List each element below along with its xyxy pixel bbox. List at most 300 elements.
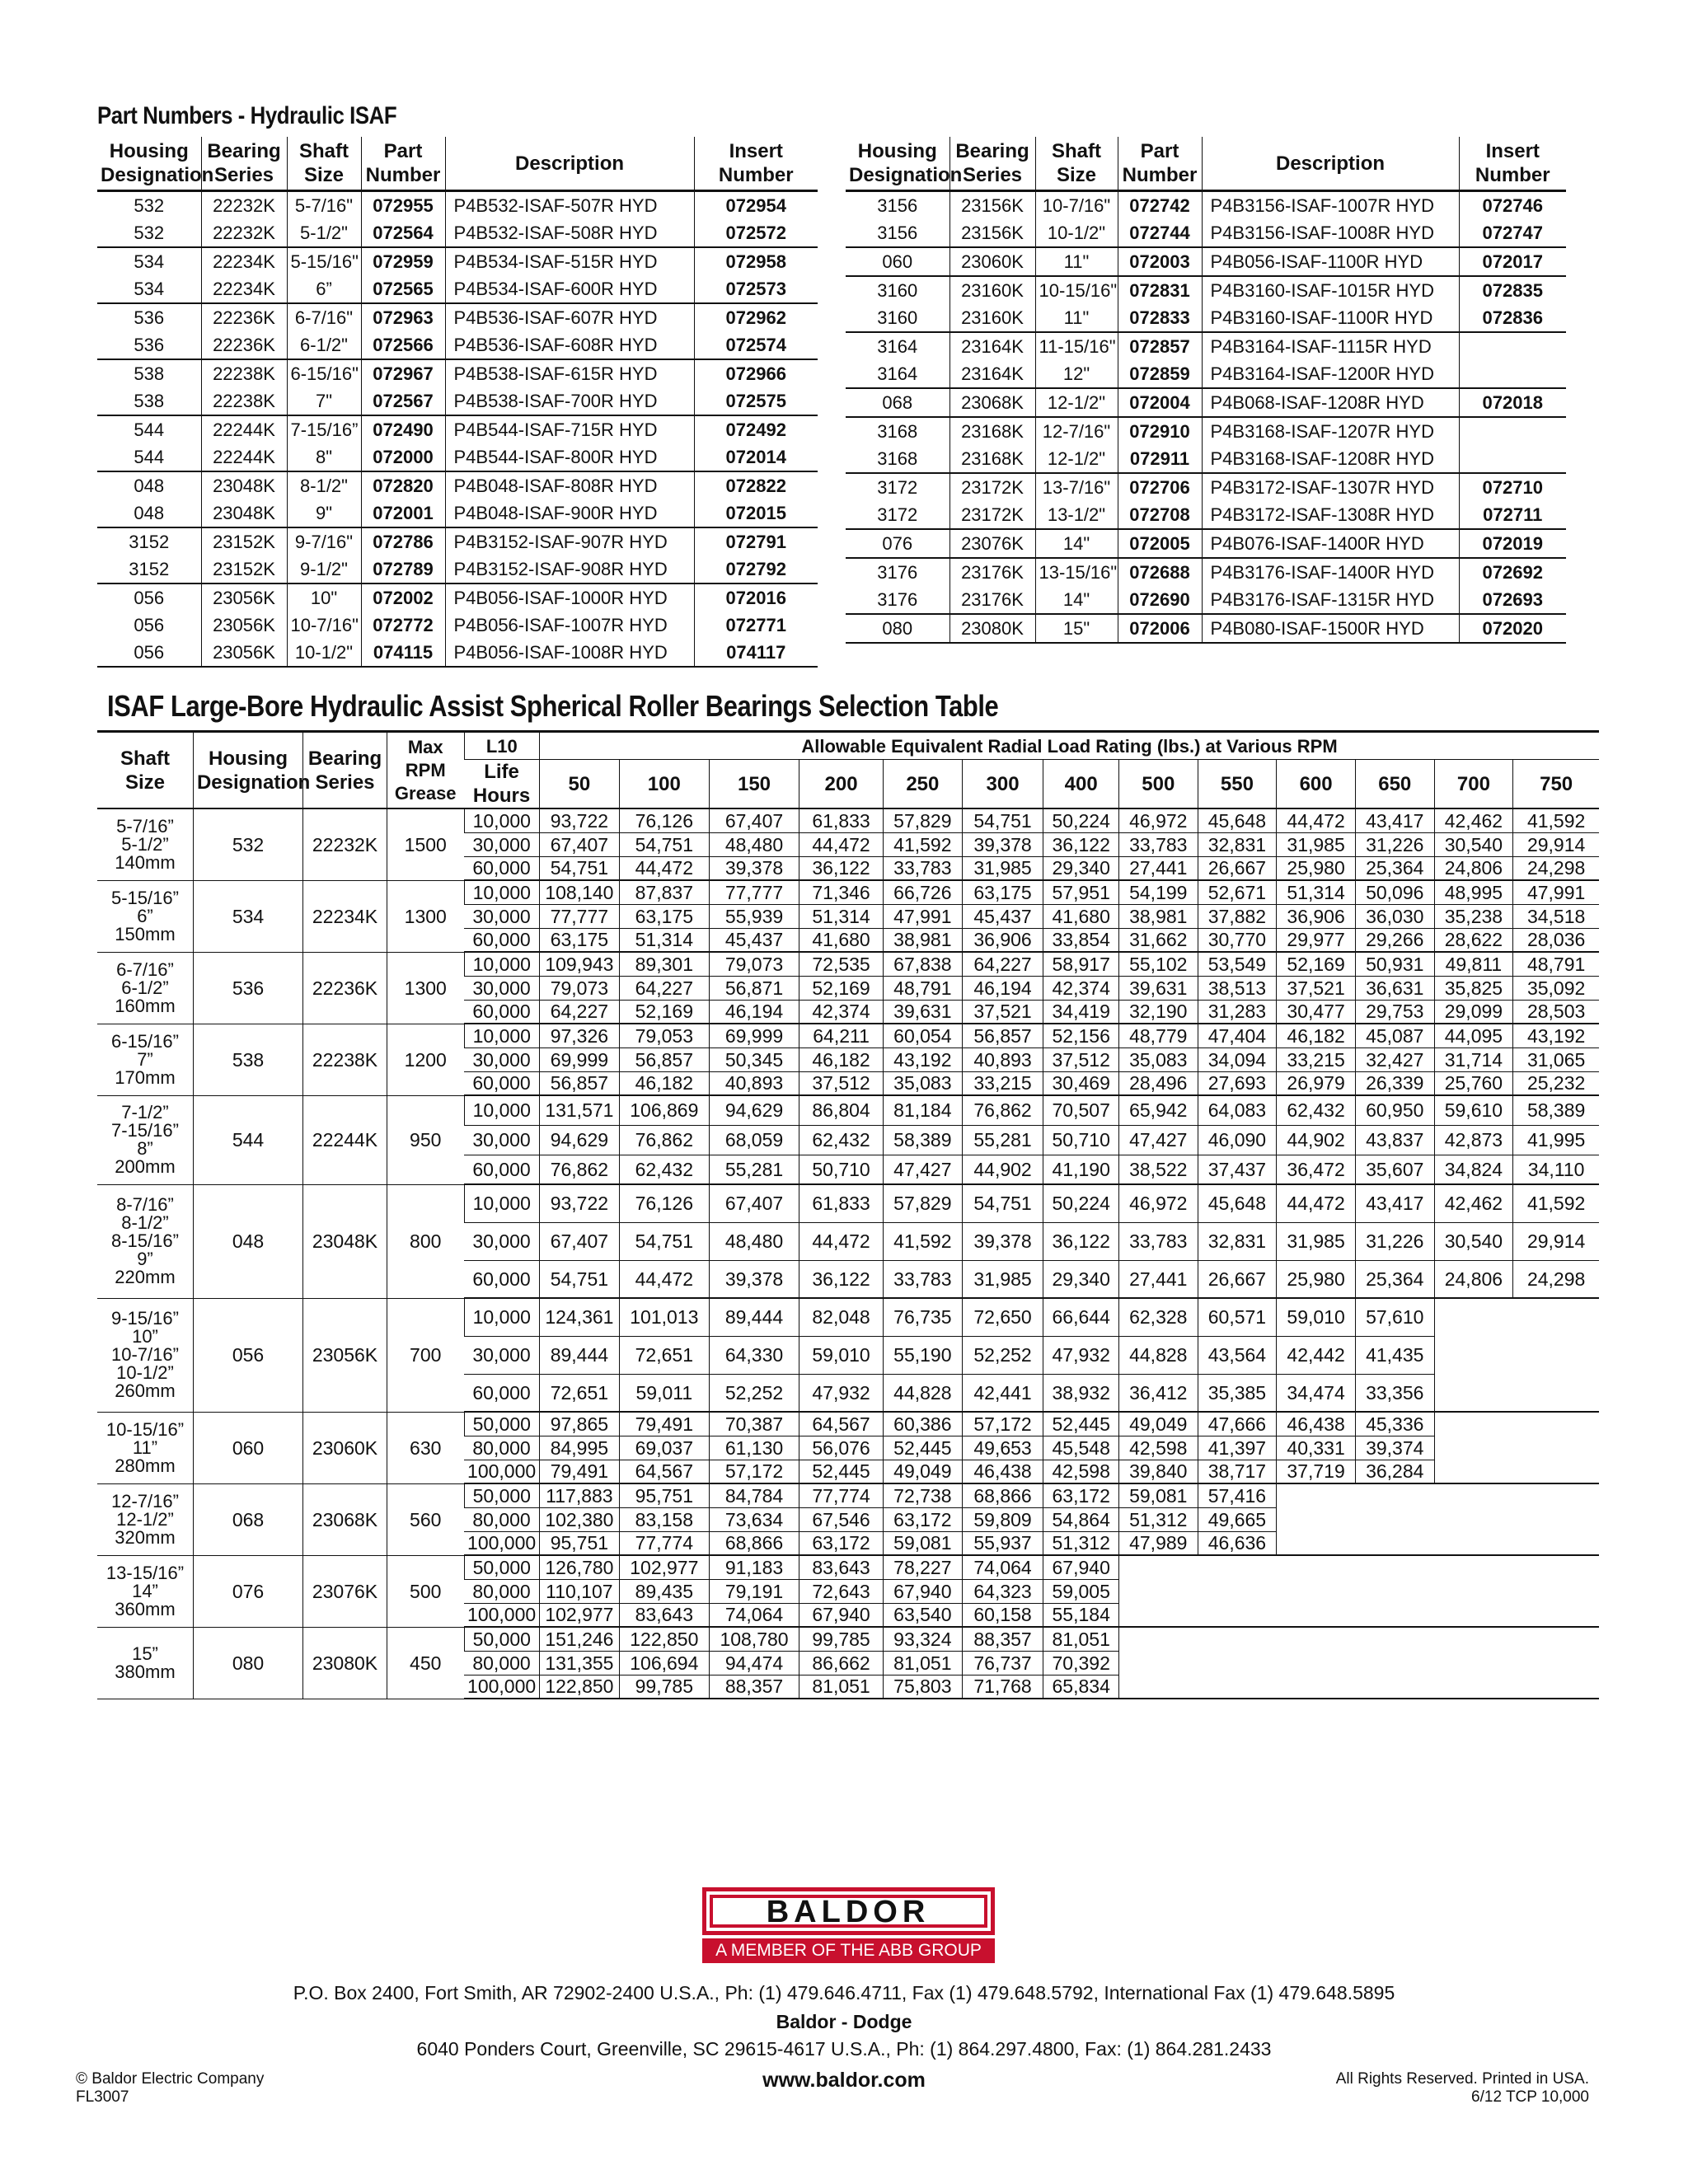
- load-rating-cell: 79,491: [540, 1460, 620, 1483]
- life-hours-cell: 10,000: [464, 808, 540, 832]
- load-rating-cell: 63,175: [962, 880, 1043, 904]
- load-rating-cell: 55,937: [962, 1531, 1043, 1555]
- load-rating-cell: 71,768: [962, 1675, 1043, 1699]
- load-rating-cell: 31,985: [962, 856, 1043, 880]
- load-rating-cell: 45,648: [1198, 1184, 1277, 1222]
- insert-number-cell: 072792: [694, 555, 818, 583]
- description-cell: P4B3160-ISAF-1100R HYD: [1202, 304, 1459, 332]
- load-rating-cell: 72,738: [884, 1483, 963, 1507]
- part-number-cell: 072833: [1118, 304, 1202, 332]
- header-rpm-150: 150: [709, 760, 799, 809]
- load-rating-cell: 54,751: [962, 808, 1043, 832]
- header-description: Description: [1202, 137, 1459, 191]
- load-rating-cell: 50,931: [1355, 952, 1434, 976]
- shaft-size-line: 5-15/16”: [111, 887, 179, 908]
- part-number-row: [97, 387, 818, 415]
- life-hours-cell: 60,000: [464, 1374, 540, 1412]
- load-rating-cell: 26,339: [1355, 1071, 1434, 1095]
- load-rating-cell: 30,477: [1277, 1000, 1356, 1024]
- housing-cell: 538: [193, 1024, 302, 1095]
- description-cell: P4B3156-ISAF-1008R HYD: [1202, 219, 1459, 247]
- load-rating-cell: 43,417: [1355, 808, 1434, 832]
- load-rating-cell: 67,546: [799, 1507, 884, 1531]
- part-number-row: [97, 612, 818, 639]
- load-rating-cell: 47,989: [1118, 1531, 1198, 1555]
- selection-row: [97, 880, 1599, 904]
- part-numbers-table-right: [846, 137, 1566, 644]
- load-rating-cell: 84,995: [540, 1436, 620, 1460]
- housing-designation-cell: 3176: [846, 586, 950, 614]
- load-rating-cell: 64,211: [799, 1024, 884, 1047]
- shaft-size-line: 260mm: [115, 1380, 176, 1401]
- bearing-series-cell: 22236K: [201, 331, 287, 359]
- load-rating-cell: 43,564: [1198, 1336, 1277, 1374]
- shaft-size-cell: 10": [287, 583, 361, 612]
- empty-cell: [1118, 1627, 1198, 1651]
- load-rating-cell: 74,064: [962, 1555, 1043, 1579]
- load-rating-cell: 38,981: [884, 928, 963, 952]
- description-cell: P4B3156-ISAF-1007R HYD: [1202, 191, 1459, 220]
- load-rating-cell: 40,893: [709, 1071, 799, 1095]
- load-rating-cell: 42,374: [799, 1000, 884, 1024]
- load-rating-cell: 35,092: [1513, 976, 1599, 1000]
- load-rating-cell: 79,191: [709, 1579, 799, 1603]
- housing-designation-cell: 3172: [846, 501, 950, 529]
- part-number-cell: 072786: [361, 527, 445, 555]
- selection-row: [97, 1184, 1599, 1222]
- load-rating-cell: 44,472: [1277, 808, 1356, 832]
- housing-designation-cell: 3160: [846, 304, 950, 332]
- shaft-size-cell: 7": [287, 387, 361, 415]
- housing-cell: 048: [193, 1184, 302, 1298]
- load-rating-cell: 33,783: [884, 1260, 963, 1298]
- part-numbers-title: Part Numbers - Hydraulic ISAF: [97, 102, 397, 129]
- shaft-size-line: 8-15/16”: [111, 1230, 179, 1251]
- empty-cell: [1355, 1627, 1434, 1651]
- load-rating-cell: 38,932: [1043, 1374, 1119, 1412]
- load-rating-cell: 67,407: [540, 1222, 620, 1260]
- load-rating-cell: 81,051: [799, 1675, 884, 1699]
- life-hours-cell: 60,000: [464, 1155, 540, 1184]
- load-rating-cell: 79,073: [540, 976, 620, 1000]
- load-rating-cell: 33,854: [1043, 928, 1119, 952]
- description-cell: P4B076-ISAF-1400R HYD: [1202, 529, 1459, 558]
- load-rating-cell: 108,140: [540, 880, 620, 904]
- load-rating-cell: 91,183: [709, 1555, 799, 1579]
- part-number-row: [97, 471, 818, 499]
- load-rating-cell: 25,364: [1355, 856, 1434, 880]
- load-rating-cell: 35,083: [884, 1071, 963, 1095]
- load-rating-cell: 64,227: [962, 952, 1043, 976]
- shaft-size-cell: 6”: [287, 275, 361, 303]
- empty-cell: [1434, 1555, 1513, 1579]
- life-hours-cell: 10,000: [464, 1184, 540, 1222]
- max-rpm-cell: 560: [387, 1483, 464, 1555]
- load-rating-cell: 36,030: [1355, 904, 1434, 928]
- load-rating-cell: 45,548: [1043, 1436, 1119, 1460]
- empty-cell: [1355, 1675, 1434, 1699]
- load-rating-cell: 64,567: [799, 1412, 884, 1436]
- load-rating-cell: 30,770: [1198, 928, 1277, 952]
- life-hours-cell: 50,000: [464, 1555, 540, 1579]
- description-cell: P4B534-ISAF-515R HYD: [445, 247, 694, 275]
- shaft-size-line: 9”: [137, 1249, 153, 1269]
- load-rating-cell: 67,407: [709, 808, 799, 832]
- insert-number-cell: 074117: [694, 639, 818, 667]
- part-number-cell: 072565: [361, 275, 445, 303]
- load-rating-cell: 89,301: [619, 952, 709, 976]
- bearing-series-cell: 23048K: [201, 471, 287, 499]
- part-number-row: [846, 360, 1566, 388]
- load-rating-cell: 45,437: [709, 928, 799, 952]
- insert-number-cell: 072954: [694, 191, 818, 220]
- housing-designation-cell: 3164: [846, 360, 950, 388]
- part-number-row: [846, 614, 1566, 643]
- header-rpm-200: 200: [799, 760, 884, 809]
- load-rating-cell: 39,631: [884, 1000, 963, 1024]
- bearing-series-cell: 22238K: [201, 359, 287, 387]
- part-number-row: [97, 331, 818, 359]
- shaft-size-line: 160mm: [115, 995, 176, 1016]
- load-rating-cell: 39,378: [962, 1222, 1043, 1260]
- part-number-cell: 072004: [1118, 388, 1202, 417]
- load-rating-cell: 64,567: [619, 1460, 709, 1483]
- insert-number-cell: 072572: [694, 219, 818, 247]
- shaft-size-cell: 7-15/16”: [287, 415, 361, 443]
- load-rating-cell: 37,882: [1198, 904, 1277, 928]
- shaft-size-cell: 8": [287, 443, 361, 471]
- load-rating-cell: 31,985: [1277, 832, 1356, 856]
- housing-designation-cell: 3172: [877, 477, 918, 498]
- load-rating-cell: 67,407: [540, 832, 620, 856]
- load-rating-cell: 54,751: [540, 1260, 620, 1298]
- load-rating-cell: 79,073: [709, 952, 799, 976]
- load-rating-cell: 31,226: [1355, 1222, 1434, 1260]
- load-rating-cell: 50,345: [709, 1047, 799, 1071]
- load-rating-cell: 126,780: [540, 1555, 620, 1579]
- load-rating-cell: 48,791: [1513, 952, 1599, 976]
- part-number-row: [846, 417, 1566, 445]
- shaft-size-cell: 11": [1035, 304, 1118, 332]
- life-hours-cell: 30,000: [464, 1222, 540, 1260]
- load-rating-cell: 63,172: [1043, 1483, 1119, 1507]
- load-rating-cell: 78,227: [884, 1555, 963, 1579]
- load-rating-cell: 76,126: [619, 808, 709, 832]
- description-cell: P4B3152-ISAF-907R HYD: [445, 527, 694, 555]
- shaft-size-line: 10-15/16”: [106, 1418, 185, 1440]
- housing-designation-cell: 060: [846, 247, 950, 276]
- load-rating-cell: 73,634: [709, 1507, 799, 1531]
- load-rating-cell: 54,751: [962, 1184, 1043, 1222]
- housing-designation-cell: 544: [97, 443, 201, 471]
- load-rating-cell: 57,829: [884, 1184, 963, 1222]
- load-rating-cell: 56,857: [962, 1024, 1043, 1047]
- shaft-size-cell: [97, 1627, 193, 1699]
- housing-designation-cell: 056: [134, 615, 165, 635]
- life-hours-cell: 100,000: [464, 1603, 540, 1627]
- insert-number-cell: 072573: [694, 275, 818, 303]
- load-rating-cell: 37,437: [1198, 1155, 1277, 1184]
- empty-cell: [1513, 1579, 1599, 1603]
- load-rating-cell: 48,791: [884, 976, 963, 1000]
- empty-cell: [1277, 1531, 1356, 1555]
- empty-cell: [1513, 1374, 1599, 1412]
- description-cell: P4B536-ISAF-608R HYD: [445, 331, 694, 359]
- housing-designation-cell: 048: [134, 476, 165, 496]
- load-rating-cell: 28,036: [1513, 928, 1599, 952]
- load-rating-cell: 35,607: [1355, 1155, 1434, 1184]
- housing-cell: 068: [193, 1483, 302, 1555]
- bearing-series-cell: 23068K: [303, 1483, 387, 1555]
- part-number-cell: 074115: [361, 639, 445, 667]
- bearing-series-cell: 22232K: [303, 808, 387, 880]
- load-rating-cell: 30,469: [1043, 1071, 1119, 1095]
- part-number-row: [97, 359, 818, 387]
- load-rating-cell: 76,862: [540, 1155, 620, 1184]
- load-rating-cell: 47,666: [1198, 1412, 1277, 1436]
- max-rpm-cell: 800: [387, 1184, 464, 1298]
- shaft-size-cell: 13-1/2": [1035, 501, 1118, 529]
- empty-cell: [1513, 1460, 1599, 1483]
- load-rating-cell: 24,298: [1513, 856, 1599, 880]
- insert-number-cell: 072016: [694, 583, 818, 612]
- header-part-number: Part Number: [361, 137, 445, 191]
- housing-cell: 060: [193, 1412, 302, 1483]
- part-number-row: [846, 501, 1566, 529]
- load-rating-cell: 47,404: [1198, 1024, 1277, 1047]
- part-number-cell: 072831: [1118, 276, 1202, 304]
- life-hours-cell: 10,000: [464, 1024, 540, 1047]
- load-rating-cell: 60,386: [884, 1412, 963, 1436]
- shaft-size-line: 7”: [137, 1048, 153, 1070]
- load-rating-cell: 69,999: [540, 1047, 620, 1071]
- load-rating-cell: 35,385: [1198, 1374, 1277, 1412]
- load-rating-cell: 37,521: [962, 1000, 1043, 1024]
- load-rating-cell: 106,869: [619, 1095, 709, 1125]
- part-number-cell: 072744: [1118, 219, 1202, 247]
- load-rating-cell: 54,751: [540, 856, 620, 880]
- empty-cell: [1277, 1651, 1356, 1675]
- load-rating-cell: 34,824: [1434, 1155, 1513, 1184]
- part-number-row: [846, 191, 1566, 220]
- load-rating-cell: 42,873: [1434, 1125, 1513, 1155]
- load-rating-cell: 71,346: [799, 880, 884, 904]
- shaft-size-line: 140mm: [115, 851, 176, 873]
- load-rating-cell: 64,227: [540, 1000, 620, 1024]
- housing-designation-cell: 3160: [877, 280, 918, 301]
- load-rating-cell: 44,472: [799, 832, 884, 856]
- load-rating-cell: 151,246: [540, 1627, 620, 1651]
- part-number-cell: 072001: [361, 499, 445, 527]
- load-rating-cell: 43,192: [1513, 1024, 1599, 1047]
- load-rating-cell: 61,130: [709, 1436, 799, 1460]
- description-cell: P4B048-ISAF-808R HYD: [445, 471, 694, 499]
- empty-cell: [1434, 1374, 1513, 1412]
- load-rating-cell: 46,182: [619, 1071, 709, 1095]
- bearing-series-cell: 23156K: [950, 191, 1035, 220]
- header-rpm-300: 300: [962, 760, 1043, 809]
- insert-number-cell: 072018: [1459, 388, 1566, 417]
- max-rpm-cell: 450: [387, 1627, 464, 1699]
- load-rating-cell: 48,995: [1434, 880, 1513, 904]
- load-rating-cell: 106,694: [619, 1651, 709, 1675]
- load-rating-cell: 64,083: [1198, 1095, 1277, 1125]
- load-rating-cell: 94,474: [709, 1651, 799, 1675]
- load-rating-cell: 64,227: [619, 976, 709, 1000]
- part-number-row: [846, 529, 1566, 558]
- shaft-size-cell: 5-15/16": [287, 247, 361, 275]
- description-cell: P4B538-ISAF-700R HYD: [445, 387, 694, 415]
- load-rating-cell: 83,643: [619, 1603, 709, 1627]
- load-rating-cell: 33,215: [1277, 1047, 1356, 1071]
- load-rating-cell: 77,777: [709, 880, 799, 904]
- bearing-series-cell: 23060K: [950, 247, 1035, 276]
- selection-row: [97, 808, 1599, 832]
- load-rating-cell: 29,914: [1513, 1222, 1599, 1260]
- load-rating-cell: 46,194: [962, 976, 1043, 1000]
- housing-designation-cell: 056: [97, 639, 201, 667]
- shaft-size-cell: 6-1/2": [287, 331, 361, 359]
- load-rating-cell: 55,939: [709, 904, 799, 928]
- part-number-cell: 072002: [361, 583, 445, 612]
- load-rating-cell: 36,412: [1118, 1374, 1198, 1412]
- shaft-size-line: 13-15/16”: [106, 1562, 185, 1583]
- shaft-size-line: 6-15/16”: [111, 1030, 179, 1052]
- housing-designation-cell: 3168: [846, 445, 950, 473]
- selection-table: [97, 730, 1599, 1699]
- load-rating-cell: 25,980: [1277, 856, 1356, 880]
- load-rating-cell: 63,175: [540, 928, 620, 952]
- load-rating-cell: 52,169: [1277, 952, 1356, 976]
- load-rating-cell: 97,865: [540, 1412, 620, 1436]
- load-rating-cell: 70,392: [1043, 1651, 1119, 1675]
- housing-designation-cell: 536: [97, 331, 201, 359]
- load-rating-cell: 34,518: [1513, 904, 1599, 928]
- load-rating-cell: 54,751: [619, 1222, 709, 1260]
- shaft-size-cell: 10-1/2": [1035, 219, 1118, 247]
- life-hours-cell: 60,000: [464, 1000, 540, 1024]
- load-rating-cell: 30,540: [1434, 832, 1513, 856]
- load-rating-cell: 41,995: [1513, 1125, 1599, 1155]
- load-rating-cell: 29,340: [1043, 1260, 1119, 1298]
- shaft-size-cell: [97, 1095, 193, 1184]
- load-rating-cell: 38,513: [1198, 976, 1277, 1000]
- load-rating-cell: 57,951: [1043, 880, 1119, 904]
- part-number-cell: 072003: [1118, 247, 1202, 276]
- load-rating-cell: 108,780: [709, 1627, 799, 1651]
- load-rating-cell: 31,226: [1355, 832, 1434, 856]
- load-rating-cell: 36,122: [799, 856, 884, 880]
- load-rating-cell: 62,432: [799, 1125, 884, 1155]
- load-rating-cell: 33,783: [884, 856, 963, 880]
- load-rating-cell: 46,972: [1118, 1184, 1198, 1222]
- part-number-row: [846, 247, 1566, 276]
- load-rating-cell: 37,512: [1043, 1047, 1119, 1071]
- part-number-row: [846, 558, 1566, 586]
- load-rating-cell: 34,419: [1043, 1000, 1119, 1024]
- load-rating-cell: 33,215: [962, 1071, 1043, 1095]
- load-rating-cell: 69,999: [709, 1024, 799, 1047]
- part-number-row: [97, 555, 818, 583]
- load-rating-cell: 31,662: [1118, 928, 1198, 952]
- load-rating-cell: 110,107: [540, 1579, 620, 1603]
- load-rating-cell: 67,940: [799, 1603, 884, 1627]
- load-rating-cell: 86,662: [799, 1651, 884, 1675]
- shaft-size-cell: 9-1/2": [287, 555, 361, 583]
- load-rating-cell: 29,914: [1513, 832, 1599, 856]
- load-rating-cell: 60,158: [962, 1603, 1043, 1627]
- load-rating-cell: 122,850: [619, 1627, 709, 1651]
- website-link[interactable]: www.baldor.com: [762, 2069, 926, 2092]
- insert-number-cell: 072693: [1459, 586, 1566, 614]
- load-rating-cell: 67,940: [884, 1579, 963, 1603]
- load-rating-cell: 70,387: [709, 1412, 799, 1436]
- load-rating-cell: 42,462: [1434, 808, 1513, 832]
- shaft-size-cell: 13-15/16": [1035, 558, 1118, 586]
- load-rating-cell: 61,833: [799, 808, 884, 832]
- shaft-size-line: 8-1/2”: [121, 1212, 169, 1233]
- shaft-size-line: 380mm: [115, 1661, 176, 1682]
- part-number-row: [97, 415, 818, 443]
- load-rating-cell: 62,432: [1277, 1095, 1356, 1125]
- load-rating-cell: 58,389: [1513, 1095, 1599, 1125]
- empty-cell: [1513, 1412, 1599, 1436]
- load-rating-cell: 64,330: [709, 1336, 799, 1374]
- bearing-series-cell: 22244K: [303, 1095, 387, 1184]
- housing-designation-cell: 536: [134, 307, 165, 328]
- housing-designation-cell: 3168: [877, 421, 918, 442]
- empty-cell: [1198, 1579, 1277, 1603]
- bearing-series-cell: 23076K: [950, 529, 1035, 558]
- part-number-cell: 072688: [1118, 558, 1202, 586]
- part-number-row: [846, 219, 1566, 247]
- shaft-size-line: 8”: [137, 1138, 153, 1159]
- load-rating-cell: 102,380: [540, 1507, 620, 1531]
- load-rating-cell: 33,356: [1355, 1374, 1434, 1412]
- description-cell: P4B532-ISAF-508R HYD: [445, 219, 694, 247]
- load-rating-cell: 82,048: [799, 1298, 884, 1336]
- insert-number-cell: 072017: [1459, 247, 1566, 276]
- empty-cell: [1434, 1531, 1513, 1555]
- load-rating-cell: 93,324: [884, 1627, 963, 1651]
- fort-smith-address: P.O. Box 2400, Fort Smith, AR 72902-2400 U.S.A., Ph: (1) 479.646.4711, Fax (1) 479.648.5792, International Fax (1) 479.648.5895: [293, 1982, 1395, 2004]
- empty-cell: [1434, 1483, 1513, 1507]
- load-rating-cell: 52,252: [709, 1374, 799, 1412]
- bearing-series-cell: 23164K: [950, 360, 1035, 388]
- insert-number-cell: [1459, 417, 1566, 445]
- load-rating-cell: 99,785: [799, 1627, 884, 1651]
- description-cell: P4B3176-ISAF-1315R HYD: [1202, 586, 1459, 614]
- selection-table-title: ISAF Large-Bore Hydraulic Assist Spherical Roller Bearings Selection Table: [107, 689, 999, 723]
- load-rating-cell: 61,833: [799, 1184, 884, 1222]
- empty-cell: [1355, 1603, 1434, 1627]
- load-rating-cell: 45,087: [1355, 1024, 1434, 1047]
- description-cell: P4B3172-ISAF-1308R HYD: [1202, 501, 1459, 529]
- load-rating-cell: 34,094: [1198, 1047, 1277, 1071]
- shaft-size-line: 6”: [137, 905, 153, 926]
- part-number-cell: 072772: [361, 612, 445, 639]
- load-rating-cell: 44,095: [1434, 1024, 1513, 1047]
- load-rating-cell: 59,081: [884, 1531, 963, 1555]
- selection-row: [97, 952, 1599, 976]
- header-shaft-size: Shaft Size: [97, 732, 193, 809]
- load-rating-cell: 26,979: [1277, 1071, 1356, 1095]
- load-rating-cell: 29,340: [1043, 856, 1119, 880]
- load-rating-cell: 87,837: [619, 880, 709, 904]
- shaft-size-cell: 10-1/2": [287, 639, 361, 667]
- insert-number-cell: 072575: [694, 387, 818, 415]
- empty-cell: [1198, 1651, 1277, 1675]
